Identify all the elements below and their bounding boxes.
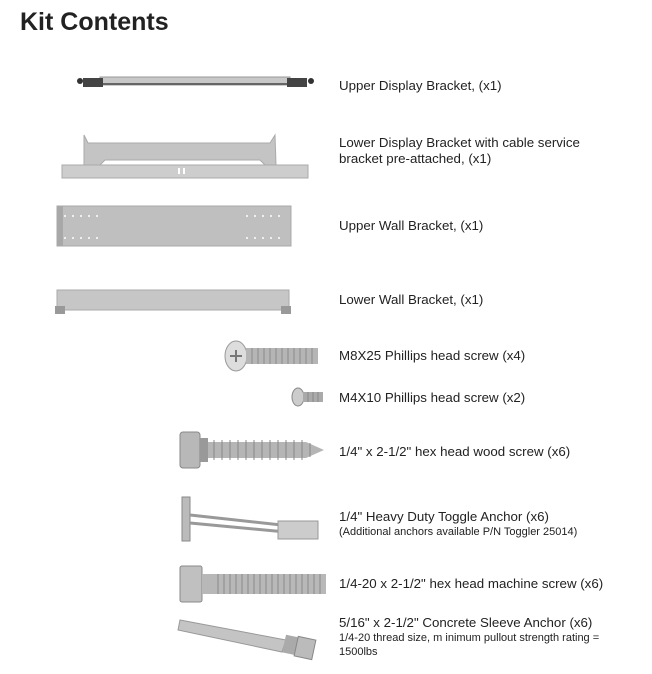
m4-screw-icon [290,387,326,407]
item-label: Upper Wall Bracket, (x1) [339,218,484,233]
item-label: 1/4" x 2-1/2" hex head wood screw (x6) [339,444,571,459]
item-label: Lower Wall Bracket, (x1) [339,292,484,307]
item-label [339,135,609,167]
upper-wall-bracket-icon [55,204,295,248]
toggle-anchor-icon [178,495,328,545]
lower-display-bracket-icon [60,135,310,185]
upper-display-bracket-icon [75,72,315,92]
item-label: Upper Display Bracket, (x1) [339,78,502,93]
item-label-text: 1/4" Heavy Duty Toggle Anchor (x6) [339,509,549,524]
item-label: M4X10 Phillips head screw (x2) [339,390,526,405]
item-label [339,509,577,539]
wood-screw-icon [178,428,328,472]
sleeve-anchor-icon [176,612,326,662]
item-label: M8X25 Phillips head screw (x4) [339,348,526,363]
m8-screw-icon [222,340,322,372]
item-label [339,615,629,659]
item-label-text: 5/16" x 2-1/2" Concrete Sleeve Anchor (x6) [339,615,593,630]
item-label: 1/4-20 x 2-1/2" hex head machine screw (x6) [339,576,604,591]
lower-wall-bracket-icon [55,288,295,316]
page-title: Kit Contents [20,8,169,36]
machine-screw-icon [178,564,328,604]
item-note: (Additional anchors available P/N Toggler 25014) [339,526,578,538]
item-label-text: Lower Display Bracket with cable service bracket pre-attached, (x1) [339,135,580,166]
item-note: 1/4-20 thread size, m inimum pullout strength rating = 1500lbs [339,632,600,658]
